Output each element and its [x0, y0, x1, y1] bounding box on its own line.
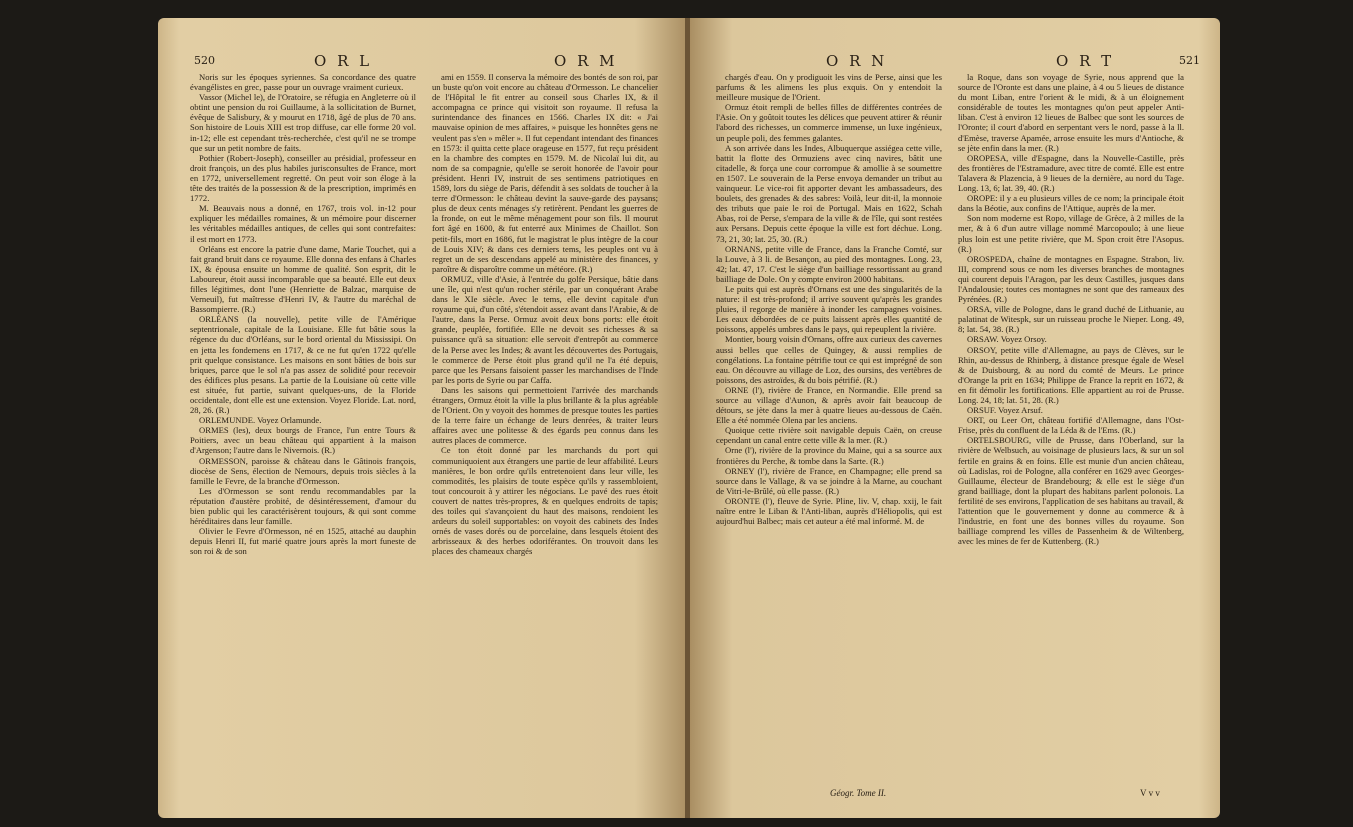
- paragraph: chargés d'eau. On y prodiguoit les vins de Perse, ainsi que les parfums & les alimens les plus exquis. On y entendoit la meilleure musique de l'Orient.: [716, 72, 942, 103]
- paragraph: la Roque, dans son voyage de Syrie, nous apprend que la source de l'Oronte est dans une plaine, à 4 ou 5 lieues de distance du mont Liban, entre l'orient & le midi, & à un éloignement considérable de toutes les montagnes qu'on peut appeler Anti-liban. C'est à environ 12 lieues de Balbec que sont les sources de l'Oronte; il court d'abord en serpentant vers le nord, passe à la ll. d'Emèse, traverse Apamée, arrose ensuite les murs d'Antioche, & se jète enfin dans la mer. (R.): [958, 72, 1184, 153]
- running-head-right: O R T: [1056, 52, 1115, 70]
- paragraph: Pothier (Robert-Joseph), conseiller au présidial, professeur en droit françois, un des plus habiles jurisconsultes de France, mort en 1772, universellement regretté. On peut voir son éloge à la tête des traités de la possession & de la prescription, imprimés en 1772.: [190, 152, 416, 204]
- left-column-2: [432, 72, 658, 557]
- paragraph: ORNEY (l'), rivière de France, en Champagne; elle prend sa source dans le Vallage, & va se joindre à la Marne, au couchant de Vitri-le-Brûlé, où elle passe. (R.): [716, 465, 942, 496]
- running-head-left: O R N: [826, 52, 888, 70]
- paragraph: ami en 1559. Il conserva la mémoire des bontés de son roi, par un buste qu'on voit encore au château d'Ormesson. Le chancelier de l'Hôpital le fit entrer au conseil sous Charles IX, & il accompagna ce prince qui visitoit son royaume. Il refusa la surintendance des finances en 1566. Charles IX dit: « J'ai mauvaise opinion de mes affaires, » puisque les honnêtes gens ne veulent pas s'en » mêler ». Il fut cependant intendant des finances en 1573: il quitta cette place orageuse en 1577, fut reçu président en la chambre des comptes en 1579. M. de Nicolaï lui dit, au nom de sa compagnie, qu'elle se seroit honorée de l'avoir pour président. Henri IV, instruit de ses sentimens patriotiques en 1589, lors du siège de Paris, défendit à ses soldats de toucher à la terre d'Ormesson: le château devint la sauve-garde des paysans; plus de deux cents ménages s'y retirèrent. Pendant les guerres de la fronde, on eut le même ménagement pour son fils. Il mourut fort âgé en 1600, & fut enterré aux Minimes de Chaillot. Son petit-fils, mort en 1686, fut le magistrat le plus intègre de la cour de Louis XIV; & dans ces derniers tems, les peuples ont vu à regret un de ses descendans appelé au ministère des finances, y paroître & disparoître comme un météore. (R.): [432, 72, 658, 274]
- right-page: [690, 18, 1220, 818]
- paragraph: Montier, bourg voisin d'Ornans, offre aux curieux des cavernes aussi belles que celles de Quingey, & aussi remplies de congélations. La fontaine pétrifie tout ce qui est imprégné de son eau. On découvre au village de Loz, des oursins, des vertèbres de poissons, des astroïdes, & du bois pétrifié. (R.): [716, 334, 942, 385]
- paragraph: Dans les saisons qui permettoient l'arrivée des marchands étrangers, Ormuz étoit la ville la plus brillante & la plus agréable de l'Orient. On y voyoit des hommes de presque toutes les parties de la terre faire un échange de leurs denrées, & traiter leurs affaires avec une politesse & des égards peu connus dans les autres places de commerce.: [432, 384, 658, 446]
- paragraph: Les d'Ormesson se sont rendu recommandables par la réputation d'austère probité, de désintéressement, d'amour du bien public qui les caractérisèrent toujours, & qui sont comme héréditaires dans leur famille.: [190, 485, 416, 527]
- right-column-2: [958, 72, 1184, 546]
- paragraph: Orléans est encore la patrie d'une dame, Marie Touchet, qui a fait grand bruit dans ce royaume. Elle donna des enfans à Charles IX, & épousa ensuite un homme de qualité. Son esprit, dit le Laboureur, étoit aussi incomparable que sa beauté. Elle eut deux filles légitimes, dont l'une (Henriette de Balzac, marquise de Verneuil), fut maîtresse d'Henri IV, & l'autre du maréchal de Bassompierre. (R.): [190, 243, 416, 315]
- paragraph: M. Beauvais nous a donné, en 1767, trois vol. in-12 pour expliquer les médailles romaines, & un mémoire pour discerner les véritables médailles antiques, de celles qui sont contrefaites: il est mort en 1773.: [190, 203, 416, 244]
- paragraph: Olivier le Fevre d'Ormesson, né en 1525, attaché au dauphin depuis Henri II, fut marié quatre jours après la mort funeste de son roi & de son: [190, 526, 416, 557]
- paragraph: ORLEMUNDE. Voyez Orlamunde.: [199, 415, 322, 426]
- paragraph: ORSOY, petite ville d'Allemagne, au pays de Clèves, sur le Rhin, au-dessus de Rhinberg, à distance presque égale de Wesel & de Duisbourg, & au nord du comté de Meurs. Le prince d'Orange la prit en 1634; Philippe de France la reprit en 1672, & en fit démolir les fortifications. Elle appartient au roi de Prusse. Long. 24, 18; lat. 51, 28. (R.): [958, 344, 1184, 405]
- paragraph: Noris sur les époques syriennes. Sa concordance des quatre évangélistes en grec, passe pour un ouvrage vraiment curieux.: [190, 72, 416, 93]
- paragraph: Quoique cette rivière soit navigable depuis Caën, on creuse cependant un canal entre cette ville & la mer. (R.): [716, 425, 942, 446]
- paragraph: Vassor (Michel le), de l'Oratoire, se réfugia en Angleterre où il obtint une pension du roi Guillaume, à la sollicitation de Burnet, évêque de Salisbury, & y mourut en 1718, âgé de plus de 70 ans. Son histoire de Louis XIII est trop diffuse, car elle forme 20 vol. in-12; elle est cependant très-recherchée, c'est qu'il ne se trompe que sur un petit nombre de faits.: [190, 92, 416, 153]
- paragraph: ORSUF. Voyez Arsuf.: [967, 405, 1043, 416]
- paragraph: OROPE: il y a eu plusieurs villes de ce nom; la principale étoit dans la Béotie, aux confins de l'Attique, auprès de la mer.: [958, 193, 1184, 214]
- left-column-1: [190, 72, 416, 557]
- paragraph: ORTELSBOURG, ville de Prusse, dans l'Oberland, sur la rivière de Welbsuch, au voisinage de plusieurs lacs, & sur un sol fertile en grains & en foins. Elle est munie d'un ancien château, où Ladislas, roi de Pologne, alla conférer en 1629 avec Georges-Guillaume, électeur de Brandebourg; & elle est le siège d'un grand bailliage, dont la plupart des habitans parlent polonois. La fertilité de ses environs, l'application de ses habitans au travail, & l'attention que le gouvernement y donne au commerce & à l'industrie, en font une des bonnes villes du royaume. Son bailliage comprend les villes de Passenheim & de Wiltenberg, avec les mines de fer de Kuttenberg. (R.): [958, 435, 1184, 547]
- paragraph: Le puits qui est auprès d'Ornans est une des singularités de la nature: il est très-profond; il arrive souvent qu'après les grandes pluies, il regorge de manière à inonder les campagnes voisines. Les eaux débordées de ce puits laissent après elles quantité de poissons, appelés umbres dans le pays, qui repeuplent la rivière.: [716, 283, 942, 335]
- running-head-left: O R L: [314, 52, 373, 70]
- paragraph: Son nom moderne est Ropo, village de Grèce, à 2 milles de la mer, & à 6 d'un autre village nommé Marcopoulo; à une lieue plus loin est une petite rivière, que M. Spon croit être l'Asopus. (R.): [958, 213, 1184, 254]
- paragraph: ORSAW. Voyez Orsoy.: [967, 334, 1047, 345]
- left-running-head: [194, 52, 668, 72]
- page-number: 520: [194, 54, 215, 67]
- paragraph: ORNANS, petite ville de France, dans la Franche Comté, sur la Louve, à 3 li. de Besançon, au pied des montagnes. Long. 23, 42; lat. 47, 17. C'est le siège d'un bailliage ressortissant au grand bailliage de Dole. On y compte environ 2000 habitans.: [716, 243, 942, 284]
- left-page: [158, 18, 688, 818]
- right-running-head: [726, 52, 1200, 72]
- gathering-mark: V v v: [1140, 788, 1160, 798]
- paragraph: ORMUZ, ville d'Asie, à l'entrée du golfe Persique, bâtie dans une île, qui n'est qu'un rocher stérile, par un conquérant Arabe dans le XIe siècle. Avec le tems, elle devint capitale d'un royaume qui, d'un côté, s'étendoit assez avant dans l'Arabie, & de l'autre, dans la Perse. Ormuz avoit deux bons ports: elle étoit grande, peuplée, fortifiée. Elle ne devoit ses richesses & sa puissance qu'à sa situation: elle servoit d'entrepôt au commerce de la Perse avec les Indes; & avant les découvertes des Portugais, le commerce de Perse étoit plus grand qu'il ne l'a été depuis, parce que les Persans faisoient passer les marchandises de l'Inde par les ports de Syrie ou par Caffa.: [432, 273, 658, 385]
- paragraph: ORMES (les), deux bourgs de France, l'un entre Tours & Poitiers, avec un beau château qui appartient à la maison d'Argenson; l'autre dans le Nivernois. (R.): [190, 425, 416, 456]
- paragraph: ORMESSON, paroisse & château dans le Gâtinois françois, diocèse de Sens, élection de Nemours, depuis trois siècles à la famille le Fevre, de la branche d'Ormesson.: [190, 455, 416, 486]
- paragraph: Ormuz étoit rempli de belles filles de différentes contrées de l'Asie. On y goûtoit toutes les délices que peuvent attirer & réunir l'abord des richesses, un commerce immense, un luxe ingénieux, un peuple poli, des femmes galantes.: [716, 102, 942, 143]
- paragraph: ORSA, ville de Pologne, dans le grand duché de Lithuanie, au palatinat de Witespk, sur un ruisseau proche le Nieper. Long. 49, 8; lat. 54, 38. (R.): [958, 304, 1184, 335]
- paragraph: Ce ton étoit donné par les marchands du port qui communiquoient aux étrangers une partie de leur affabilité. Leurs manières, le bon ordre qu'ils entretenoient dans leur ville, les commodités, les plaisirs de toute espèce qu'ils y rassembloient, tout concouroit à y attirer les négocians. Le pavé des rues étoit couvert de nattes très-propres, & en quelques endroits de tapis; des toiles qui s'avançoient du haut des maisons, rendoient les ardeurs du soleil supportables: on voyoit des cabinets des Indes ornés de vases dorés ou de porcelaine, dans lesquels étoient des arbrisseaux & des herbes odoriférantes. On trouvoit dans les places des chameaux chargés: [432, 445, 658, 557]
- paragraph: ORNE (l'), rivière de France, en Normandie. Elle prend sa source au village d'Aunon, & après avoir fait beaucoup de détours, se jète dans la mer à quatre lieues au-dessous de Caën. Elle a été nommée Olena par les anciens.: [716, 384, 942, 426]
- paragraph: OROSPEDA, chaîne de montagnes en Espagne. Strabon, liv. III, comprend sous ce nom les diverses branches de montagnes qui courent depuis l'Aragon, par les deux Castilles, jusques dans l'Andalousie; toutes ces montagnes ne sont que des rameaux des Pyrénées. (R.): [958, 253, 1184, 305]
- paragraph: OROPESA, ville d'Espagne, dans la Nouvelle-Castille, près des frontières de l'Estramadure, avec titre de comté. Elle est entre Talavera & Plazencia, à 9 lieues de la dernière, au nord du Tage. Long. 13, 6; lat. 39, 40. (R.): [958, 152, 1184, 194]
- paragraph: ORONTE (l'), fleuve de Syrie. Pline, liv. V, chap. xxij, le fait naître entre le Liban & l'Anti-liban, auprès d'Héliopolis, qui est aujourd'hui Balbec; mais cet auteur a été mal informé. M. de: [716, 495, 942, 527]
- open-book: [158, 18, 1220, 818]
- paragraph: ORT, ou Leer Ort, château fortifié d'Allemagne, dans l'Ost-Frise, près du confluent de la Léda & de l'Ems. (R.): [958, 415, 1184, 436]
- signature-mark: Géogr. Tome II.: [830, 788, 887, 798]
- paragraph: Orne (l'), rivière de la province du Maine, qui a sa source aux frontières du Perche, & tombe dans la Sarte. (R.): [716, 445, 942, 466]
- running-head-right: O R M: [554, 52, 618, 70]
- page-number: 521: [1179, 54, 1200, 67]
- paragraph: A son arrivée dans les Indes, Albuquerque assiégea cette ville, battit la flotte des Ormuziens avec cinq navires, bâtit une citadelle, & força une cour corrompue & amollie à se soumettre en 1507. Le souverain de la Perse envoya demander un tribut au vainqueur. Le vice-roi fit apporter devant les ambassadeurs, des boulets, des grenades & des sabres: Voilà, leur dit-il, la monnoie des tributs que paie le roi de Portugal. Mais en 1622, Schah Abas, roi de Perse, s'empara de la ville & de l'île, qui sont restées aux Persans. Depuis cette époque la ville est fort déchue. Long. 73, 21, 30; lat. 25, 30. (R.): [716, 142, 942, 244]
- right-column-1: [716, 72, 942, 526]
- paragraph: ORLÉANS (la nouvelle), petite ville de l'Amérique septentrionale, capitale de la Louisiane. Elle fut bâtie sous la régence du duc d'Orléans, sur le bord oriental du Mississipi. On en jetta les fondemens en 1717, & ce ne fut qu'en 1722 qu'elle prit quelque consistance. Les maisons en sont bâties de bois sur briques, parce que le sol n'a pas assez de solidité pour recevoir des édifices plus pesans. La partie de la Louisiane où cette ville est située, fut partie, suivant quelques-uns, de la Floride occidentale, dont elle est une extension. Voyez Floride. Lat. nord, 28, 26. (R.): [190, 314, 416, 416]
